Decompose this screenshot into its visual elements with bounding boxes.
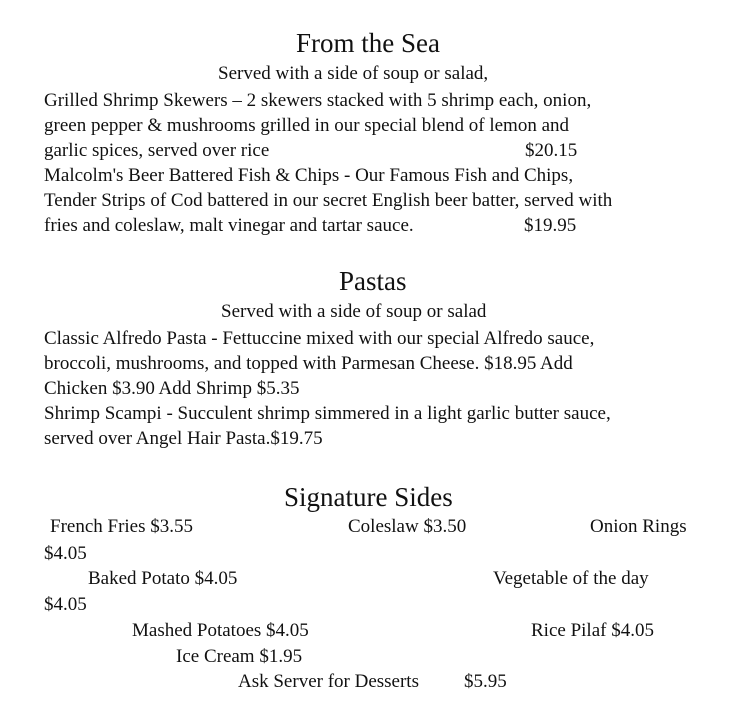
section-heading-from-the-sea: From the Sea [296,28,440,58]
dessert-price: $5.95 [464,671,507,692]
menu-item-description: green pepper & mushrooms grilled in our special blend of lemon and [44,115,570,136]
menu-item-description: garlic spices, served over rice [44,140,270,161]
section-subheading-sea: Served with a side of soup or salad, [218,63,489,84]
side-item-price: $4.05 [44,543,87,564]
side-item: Mashed Potatoes $4.05 [132,620,309,641]
section-heading-pastas: Pastas [339,266,407,296]
menu-item-description: Tender Strips of Cod battered in our secret English beer batter, served with [44,190,613,211]
side-item: Onion Rings [590,516,687,537]
menu-item-price: $20.15 [525,140,578,161]
menu-item-price: $19.95 [524,215,577,236]
menu-item-description: served over Angel Hair Pasta.$19.75 [44,428,323,449]
side-item-price: $4.05 [44,594,87,615]
menu-item-description: broccoli, mushrooms, and topped with Parmesan Cheese. $18.95 Add [44,353,573,374]
menu-item-description: Shrimp Scampi - Succulent shrimp simmered in a light garlic butter sauce, [44,403,611,424]
section-subheading-pastas: Served with a side of soup or salad [221,301,487,322]
side-item: Coleslaw $3.50 [348,516,467,537]
menu-item-description: Grilled Shrimp Skewers – 2 skewers stacked with 5 shrimp each, onion, [44,90,592,111]
side-item: French Fries $3.55 [50,516,194,537]
side-item: Vegetable of the day [493,568,649,589]
menu-item-description: Classic Alfredo Pasta - Fettuccine mixed with our special Alfredo sauce, [44,328,595,349]
side-item: Rice Pilaf $4.05 [531,620,654,641]
side-item: Baked Potato $4.05 [88,568,238,589]
side-item: Ice Cream $1.95 [176,646,303,667]
menu-item-description: fries and coleslaw, malt vinegar and tartar sauce. [44,215,414,236]
dessert-note: Ask Server for Desserts [238,671,419,692]
menu-item-description: Chicken $3.90 Add Shrimp $5.35 [44,378,300,399]
section-heading-signature-sides: Signature Sides [284,482,453,512]
menu-item-description: Malcolm's Beer Battered Fish & Chips - Our Famous Fish and Chips, [44,165,574,186]
